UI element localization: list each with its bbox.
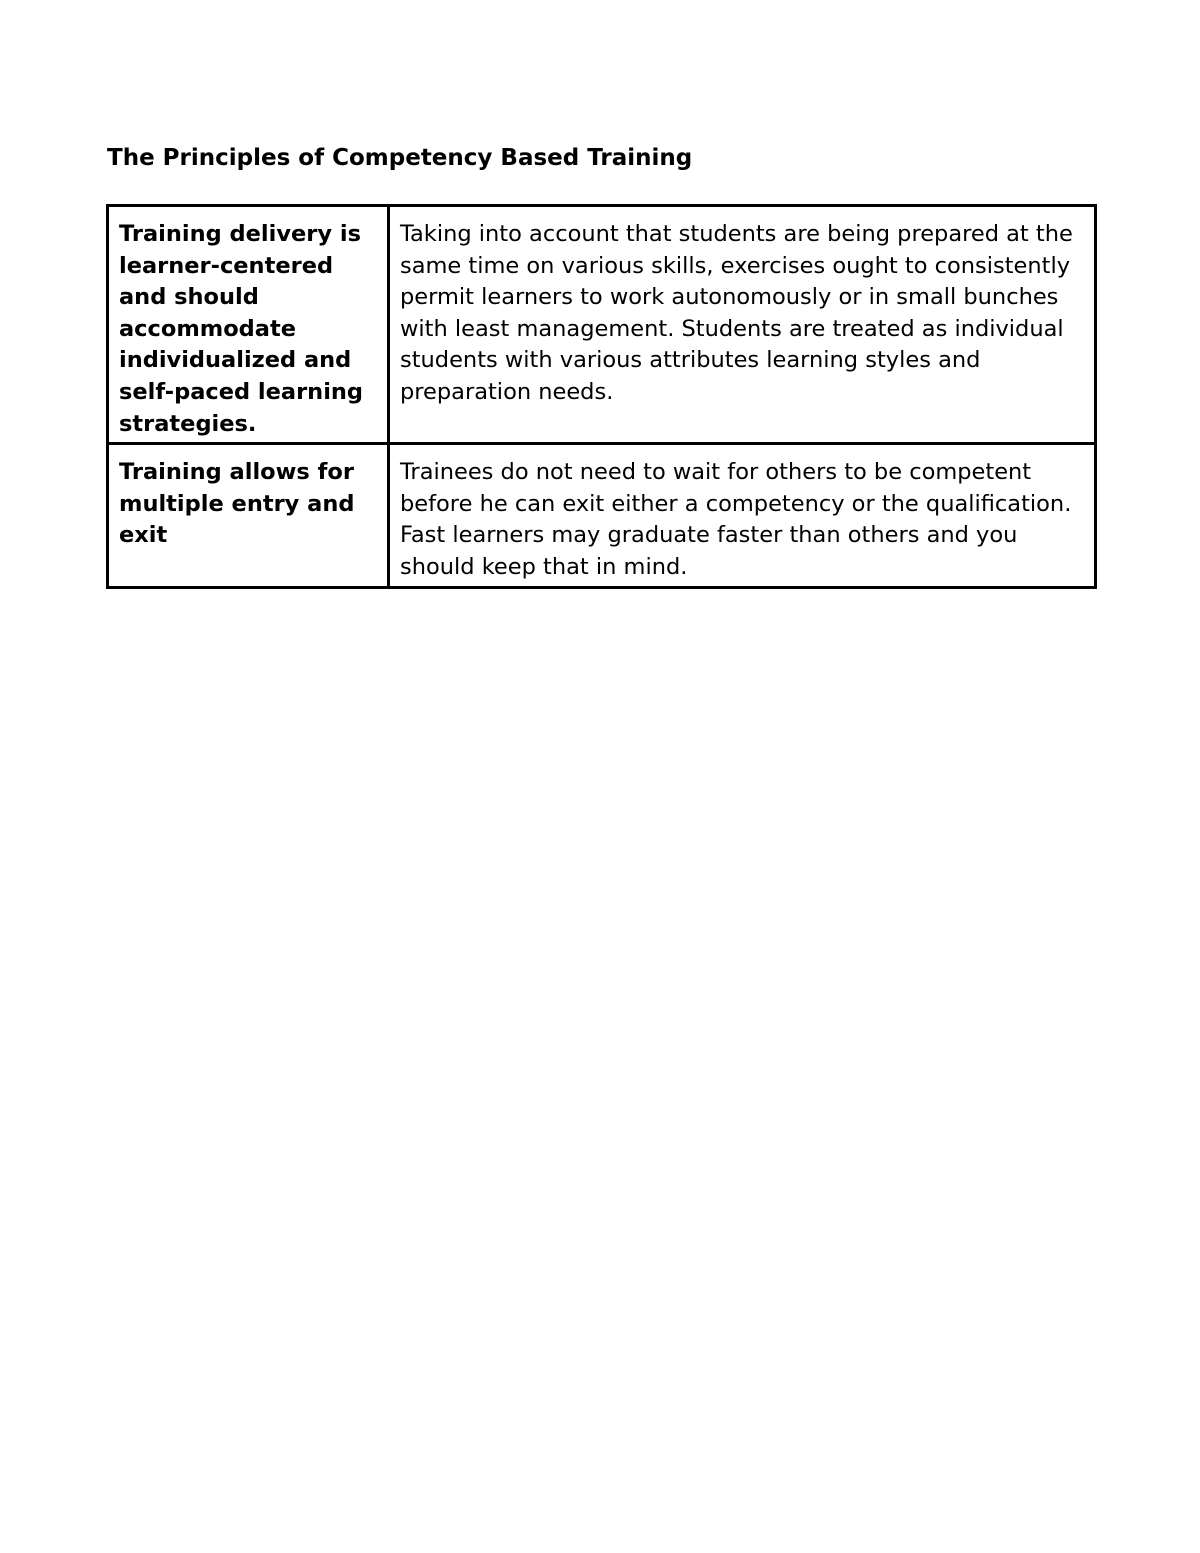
explanation-cell: Taking into account that students are being prepared at the same time on various skills, exercises ought to consistently permit learners to work autonomously or in small bunches with least management. Students are treated as individual students with various attributes learning styles and preparation needs.: [389, 206, 1096, 444]
explanation-cell: Trainees do not need to wait for others to be competent before he can exit either a competency or the qualification. Fast learners may graduate faster than others and you should keep that in mind.: [389, 444, 1096, 587]
page-title: The Principles of Competency Based Training: [107, 145, 693, 171]
table-row: [108, 206, 1096, 444]
principles-table: [106, 204, 1097, 589]
principle-cell: Training delivery is learner-centered and should accommodate individualized and self-paced learning strategies.: [108, 206, 389, 444]
table-row: [108, 444, 1096, 587]
principle-cell: Training allows for multiple entry and exit: [108, 444, 389, 587]
